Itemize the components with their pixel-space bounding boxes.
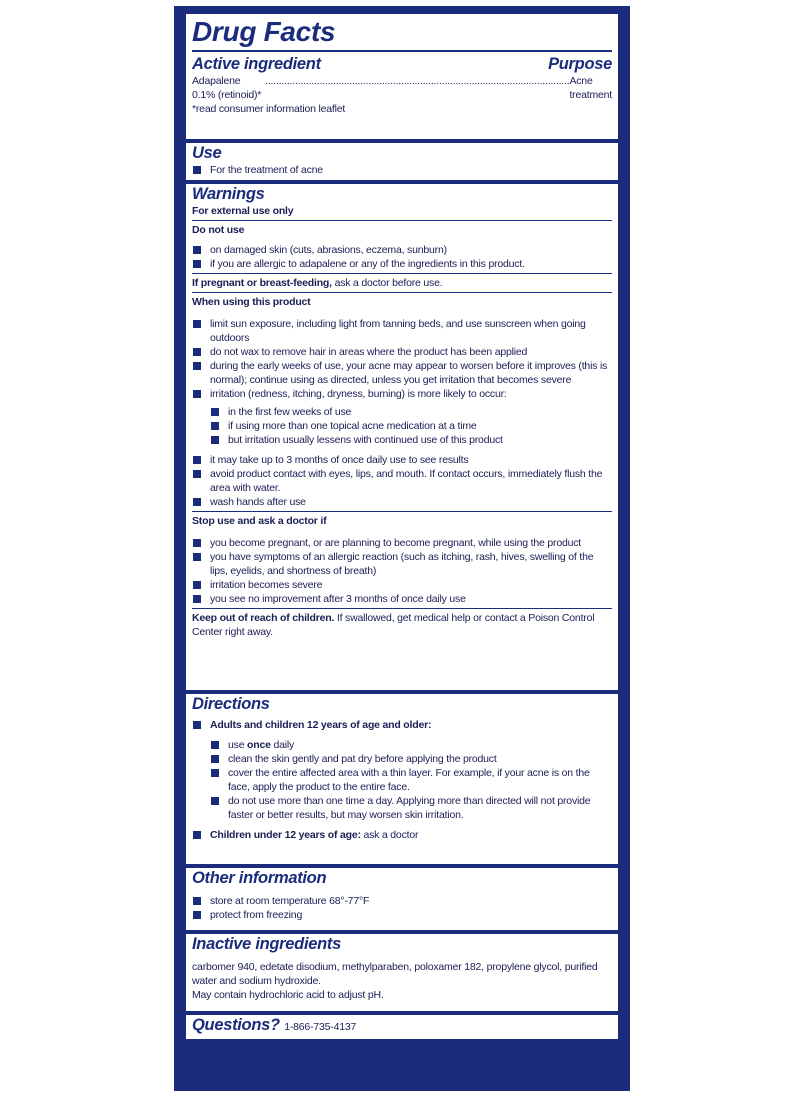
list-item <box>192 828 612 842</box>
drug-facts-header <box>186 14 618 139</box>
divider <box>192 50 612 52</box>
keep-out-of-reach-warning <box>192 611 612 639</box>
inactive-ingredients-section <box>186 934 618 1011</box>
pregnancy-warning-text: ask a doctor before use. <box>331 277 443 289</box>
list-item: but irritation usually lessens with continued use of this product <box>210 433 612 447</box>
purpose-heading: Purpose <box>548 55 612 73</box>
children-directions-bold: Children under 12 years of age: <box>210 829 361 841</box>
do-not-use-list <box>192 243 612 271</box>
footnote: *read consumer information leaflet <box>192 103 346 115</box>
divider <box>192 511 612 512</box>
warnings-heading: Warnings <box>192 185 265 203</box>
list-item: cover the entire affected area with a thin layer. For example, if your acne is on the face, apply the product to the entire face. <box>210 766 612 794</box>
inactive-ingredients-note: May contain hydrochloric acid to adjust pH. <box>192 989 384 1001</box>
use-heading: Use <box>192 144 222 162</box>
other-information-list <box>192 894 612 922</box>
stop-use-list <box>192 536 612 606</box>
divider <box>192 608 612 609</box>
other-information-heading: Other information <box>192 869 327 887</box>
list-item: on damaged skin (cuts, abrasions, eczema, sunburn) <box>192 243 612 257</box>
list-item: avoid product contact with eyes, lips, and mouth. If contact occurs, immediately flush the area with water. <box>192 467 612 495</box>
do-not-use-heading: Do not use <box>192 224 245 236</box>
list-item: you become pregnant, or are planning to become pregnant, while using the product <box>192 536 612 550</box>
warnings-section <box>186 184 618 690</box>
pregnancy-warning <box>192 276 612 290</box>
dose-text-a: use <box>228 739 248 751</box>
when-using-list <box>192 317 612 401</box>
when-using-heading: When using this product <box>192 296 311 308</box>
list-item: For the treatment of acne <box>192 163 612 177</box>
list-item: if using more than one topical acne medication at a time <box>210 419 612 433</box>
list-item: do not wax to remove hair in areas where the product has been applied <box>192 345 612 359</box>
inactive-ingredients-heading: Inactive ingredients <box>192 935 341 953</box>
list-item: you have symptoms of an allergic reaction (such as itching, rash, hives, swelling of the lips, eyelids, and shortness of breath) <box>192 550 612 578</box>
stop-use-heading: Stop use and ask a doctor if <box>192 515 327 527</box>
list-item: do not use more than one time a day. Applying more than directed will not provide faster or better results, but may worsen skin irritation. <box>210 794 612 822</box>
list-item: store at room temperature 68°-77°F <box>192 894 612 908</box>
active-ingredient-row <box>192 74 612 102</box>
list-item: limit sun exposure, including light from tanning beds, and use sunscreen when going outdoors <box>192 317 612 345</box>
active-ingredient-name: Adapalene 0.1% (retinoid)* <box>192 75 262 101</box>
list-item: it may take up to 3 months of once daily use to see results <box>192 453 612 467</box>
other-information-section <box>186 868 618 930</box>
list-item: during the early weeks of use, your acne may appear to worsen before it improves (this is normal); continue using as directed, unless you get irritation that becomes severe <box>192 359 612 387</box>
divider <box>192 273 612 274</box>
list-item: Adults and children 12 years of age and older: <box>192 718 612 732</box>
list-item: you see no improvement after 3 months of once daily use <box>192 592 612 606</box>
adult-directions-list <box>210 738 612 822</box>
active-ingredient-header-row <box>192 54 612 74</box>
external-use-note: For external use only <box>192 205 294 217</box>
divider <box>192 220 612 221</box>
use-list <box>192 163 612 177</box>
list-item: protect from freezing <box>192 908 612 922</box>
irritation-sub-list <box>210 405 612 447</box>
directions-heading: Directions <box>192 695 270 713</box>
active-ingredient-heading: Active ingredient <box>192 55 321 73</box>
divider <box>192 292 612 293</box>
directions-list <box>192 718 612 732</box>
when-using-list-continued <box>192 453 612 509</box>
questions-heading: Questions? <box>192 1016 280 1034</box>
list-item: wash hands after use <box>192 495 612 509</box>
list-item: irritation becomes severe <box>192 578 612 592</box>
list-item: if you are allergic to adapalene or any of the ingredients in this product. <box>192 257 612 271</box>
list-item: in the first few weeks of use <box>210 405 612 419</box>
questions-phone[interactable]: 1-866-735-4137 <box>284 1021 357 1033</box>
list-item <box>210 738 612 752</box>
active-ingredient-purpose: Acne treatment <box>569 75 613 101</box>
children-directions-text: ask a doctor <box>360 829 419 841</box>
dose-text-c: daily <box>270 739 295 751</box>
use-section <box>186 143 618 180</box>
keep-out-of-reach-text: If swallowed, get medical help or contact a Poison Control Center right away. <box>192 612 595 638</box>
questions-section <box>186 1015 618 1039</box>
keep-out-of-reach-bold: Keep out of reach of children. <box>192 612 335 624</box>
dose-text-b: once <box>247 739 271 751</box>
list-item: irritation (redness, itching, dryness, burning) is more likely to occur: <box>192 387 612 401</box>
leader-dots: ................................................................................................................ <box>265 75 570 87</box>
pregnancy-warning-bold: If pregnant or breast-feeding, <box>192 277 332 289</box>
page-title: Drug Facts <box>192 16 336 47</box>
list-item: clean the skin gently and pat dry before applying the product <box>210 752 612 766</box>
children-directions-list <box>192 828 612 842</box>
directions-section <box>186 694 618 864</box>
inactive-ingredients-text: carbomer 940, edetate disodium, methylparaben, poloxamer 182, propylene glycol, purified water and sodium hydroxide. <box>192 961 598 987</box>
